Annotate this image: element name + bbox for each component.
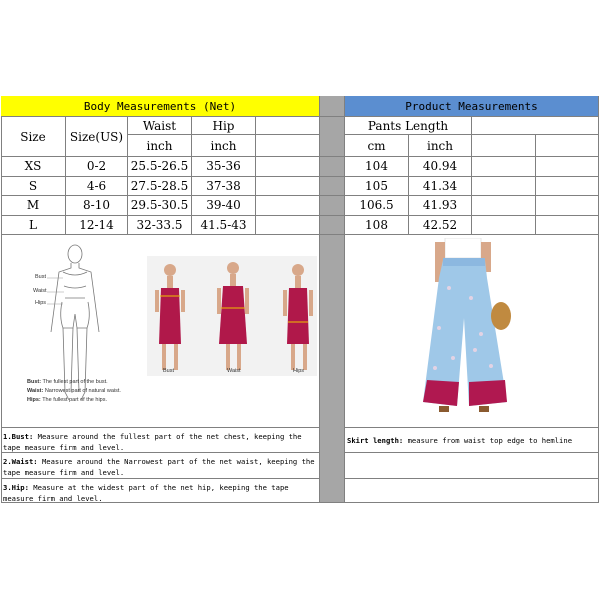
size-row-hip: 37-38 bbox=[192, 177, 256, 197]
empty-cell bbox=[256, 117, 320, 135]
product-measurements-header: Product Measurements bbox=[345, 96, 599, 117]
hip-unit: inch bbox=[192, 135, 256, 157]
divider-cell bbox=[320, 96, 345, 117]
empty-cell bbox=[256, 196, 320, 216]
empty-cell bbox=[472, 196, 536, 216]
note-hip: 3.Hip: Measure at the widest part of the net hip, keeping the tape measure firm and level. bbox=[1, 479, 320, 503]
empty-cell bbox=[472, 177, 536, 197]
empty-cell bbox=[536, 135, 599, 157]
col-pants-length: Pants Length bbox=[345, 117, 472, 135]
measure-legend: Bust: The fullest part of the bust. Waist: Narrowest part of natural waist. Hips: The fullest part of the hips. bbox=[27, 379, 121, 403]
wide-leg-pants-icon bbox=[409, 238, 519, 424]
note-bust: 1.Bust: Measure around the fullest part of the net chest, keeping the tape measure firm and level. bbox=[1, 428, 320, 453]
empty-cell bbox=[536, 157, 599, 177]
sketch-label-waist: Waist bbox=[33, 288, 47, 294]
empty-cell bbox=[472, 135, 536, 157]
divider-cell bbox=[320, 216, 345, 236]
empty-cell bbox=[256, 157, 320, 177]
size-chart bbox=[1, 96, 599, 503]
note-skirt-length: Skirt length: measure from waist top edge to hemline bbox=[345, 428, 599, 453]
empty-cell bbox=[536, 177, 599, 197]
size-row-waist: 25.5-26.5 bbox=[128, 157, 192, 177]
size-row-size: M bbox=[1, 196, 66, 216]
size-row-waist: 27.5-28.5 bbox=[128, 177, 192, 197]
dress-model-icon bbox=[147, 256, 317, 376]
body-measurements-header: Body Measurements (Net) bbox=[1, 96, 320, 117]
empty-cell bbox=[256, 135, 320, 157]
dress-label-waist: Waist bbox=[227, 368, 241, 374]
inch-unit: inch bbox=[409, 135, 472, 157]
empty-cell bbox=[472, 117, 599, 135]
size-row-inch: 40.94 bbox=[409, 157, 472, 177]
empty-cell bbox=[345, 479, 599, 503]
size-row-waist: 29.5-30.5 bbox=[128, 196, 192, 216]
size-row-cm: 105 bbox=[345, 177, 409, 197]
empty-cell bbox=[472, 157, 536, 177]
size-row-us: 0-2 bbox=[66, 157, 128, 177]
col-size: Size bbox=[1, 117, 66, 157]
size-row-inch: 42.52 bbox=[409, 216, 472, 236]
divider-cell bbox=[320, 117, 345, 157]
dress-label-hips: Hips bbox=[293, 368, 305, 374]
size-row-us: 12-14 bbox=[66, 216, 128, 236]
size-row-waist: 32-33.5 bbox=[128, 216, 192, 236]
size-row-cm: 108 bbox=[345, 216, 409, 236]
empty-cell bbox=[256, 216, 320, 236]
dress-figures bbox=[147, 256, 317, 376]
sketch-label-bust: Bust bbox=[35, 274, 47, 280]
waist-unit: inch bbox=[128, 135, 192, 157]
divider-cell bbox=[320, 157, 345, 177]
size-row-inch: 41.34 bbox=[409, 177, 472, 197]
col-size-us: Size(US) bbox=[66, 117, 128, 157]
size-row-cm: 106.5 bbox=[345, 196, 409, 216]
size-row-size: L bbox=[1, 216, 66, 236]
divider-cell bbox=[320, 177, 345, 197]
empty-cell bbox=[536, 216, 599, 236]
size-row-hip: 35-36 bbox=[192, 157, 256, 177]
size-row-us: 4-6 bbox=[66, 177, 128, 197]
dress-label-bust: Bust bbox=[163, 368, 175, 374]
col-hip: Hip bbox=[192, 117, 256, 135]
empty-cell bbox=[345, 453, 599, 479]
empty-cell bbox=[536, 196, 599, 216]
size-row-inch: 41.93 bbox=[409, 196, 472, 216]
product-photo bbox=[409, 238, 519, 424]
size-row-hip: 39-40 bbox=[192, 196, 256, 216]
cm-unit: cm bbox=[345, 135, 409, 157]
size-row-size: S bbox=[1, 177, 66, 197]
empty-cell bbox=[256, 177, 320, 197]
size-row-size: XS bbox=[1, 157, 66, 177]
size-row-us: 8-10 bbox=[66, 196, 128, 216]
sketch-label-hips: Hips bbox=[35, 300, 47, 306]
divider-cell bbox=[320, 235, 345, 503]
col-waist: Waist bbox=[128, 117, 192, 135]
empty-cell bbox=[472, 216, 536, 236]
size-row-cm: 104 bbox=[345, 157, 409, 177]
size-row-hip: 41.5-43 bbox=[192, 216, 256, 236]
note-waist: 2.Waist: Measure around the Narrowest part of the net waist, keeping the tape measure firm and level. bbox=[1, 453, 320, 479]
divider-cell bbox=[320, 196, 345, 216]
